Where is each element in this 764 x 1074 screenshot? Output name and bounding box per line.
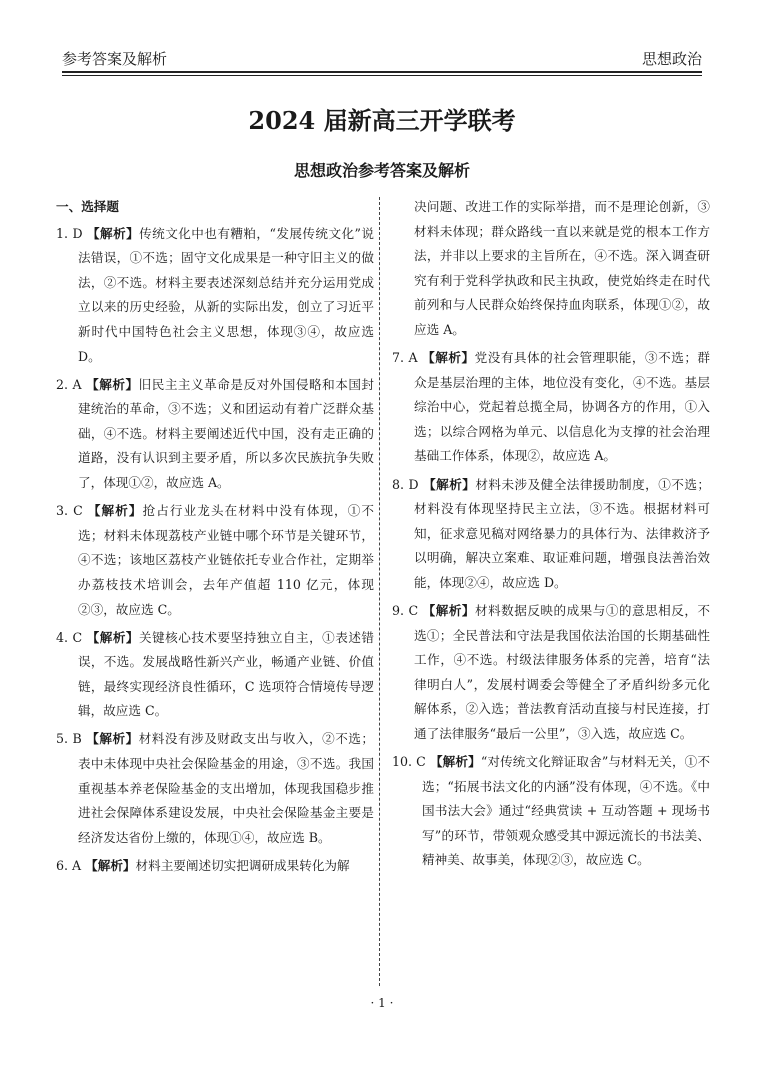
analysis-text: 抢占行业龙头在材料中没有体现，①不选；材料未体现荔枝产业链中哪个环节是关键环节，④不选；该地区荔枝产业链依托专业合作社，定期举办荔枝技术培训会，去年产值超 110 亿元，体现②③，故应选 C。 <box>78 503 375 617</box>
answer-item <box>56 727 374 850</box>
question-number: 8. D <box>392 476 419 492</box>
header-doc-type: 参考答案及解析 <box>62 50 168 68</box>
analysis-tag: 【解析】 <box>86 731 139 747</box>
analysis-tag: 【解析】 <box>87 503 143 519</box>
left-column <box>56 195 374 882</box>
analysis-text: 传统文化中也有糟粕，“发展传统文化”说法错误，①不选；固守文化成果是一种守旧主义的做法，②不选。材料主要表述深刻总结并充分运用党成立以来的历史经验，从新的实际出发，创立了习近平新时代中国特色社会主义思想，体现③④，故应选 D。 <box>78 225 374 364</box>
answer-item-continued <box>392 195 710 343</box>
analysis-tag: 【解析】 <box>422 350 475 366</box>
answer-item <box>392 473 710 596</box>
analysis-tag: 【解析】 <box>86 629 139 645</box>
question-number: 7. A <box>392 350 418 366</box>
analysis-tag: 【解析】 <box>86 376 139 392</box>
question-number: 3. C <box>56 503 83 519</box>
question-number: 5. B <box>56 731 82 747</box>
answer-item <box>56 373 374 496</box>
question-number: 1. D <box>56 225 83 241</box>
analysis-text: 旧民主主义革命是反对外国侵略和本国封建统治的革命，③不选；义和团运动有着广泛群众基础，④不选。材料主要阐述近代中国，没有走正确的道路，没有认识到主要矛盾，所以多次民族抗争失败了，体现①②，故应选 A。 <box>78 376 375 491</box>
header-rule-thin <box>62 75 702 76</box>
analysis-text: 党没有具体的社会管理职能，③不选；群众是基层治理的主体，地位没有变化，④不选。基层综治中心，党起着总揽全局，协调各方的作用，①入选；以综合网格为单元、以信息化为支撑的社会治理基础工作体系，体现②，故应选 A。 <box>414 350 711 464</box>
answer-item <box>392 599 710 747</box>
column-divider <box>379 197 380 986</box>
answer-item <box>392 346 710 469</box>
analysis-text: 决问题、改进工作的实际举措，而不是理论创新，③材料未体现；群众路线一直以来就是党的根本工作方法，并非以上要求的主旨所在，④不选。深入调查研究有利于党科学执政和民主执政，使党始终走在时代前列和与人民群众始终保持血肉联系，体现①②，故应选 A。 <box>414 199 710 337</box>
analysis-tag: 【解析】 <box>423 476 476 492</box>
answer-item <box>56 626 374 724</box>
header-rule-thick <box>62 71 702 73</box>
answer-item <box>56 499 374 622</box>
analysis-text: “对传统文化辩证取舍”与材料无关，①不选；“拓展书法文化的内涵”没有体现，④不选。《中国书法大会》通过“经典赏读 + 互动答题 + 现场书写”的环节，带领观众感受其中源远流长的书法美、精神美、故事美，体现②③，故应选 C。 <box>422 754 710 868</box>
page-title: 2024 届新高三开学联考 <box>248 106 516 135</box>
analysis-tag: 【解析】 <box>85 857 136 873</box>
analysis-text: 材料主要阐述切实把调研成果转化为解 <box>135 857 350 873</box>
page-subtitle: 思想政治参考答案及解析 <box>293 161 470 180</box>
question-number: 2. A <box>56 376 82 392</box>
analysis-tag: 【解析】 <box>422 603 475 618</box>
page-header <box>62 40 702 70</box>
answer-item <box>56 854 374 879</box>
analysis-text: 材料未涉及健全法律援助制度，①不选；材料没有体现坚持民主立法，③不选。根据材料可知，征求意见稿对网络暴力的具体行为、法律救济予以明确，解决立案难、取证难问题，增强良法善治效能，体现②④，故应选 D。 <box>414 476 711 590</box>
question-number: 6. A <box>56 857 82 873</box>
right-column <box>392 195 710 877</box>
header-subject: 思想政治 <box>641 50 702 68</box>
page-number: · 1 · <box>370 996 394 1010</box>
question-number: 10. C <box>392 754 426 770</box>
analysis-tag: 【解析】 <box>87 225 140 241</box>
question-number: 4. C <box>56 629 83 645</box>
answer-item <box>392 750 710 873</box>
analysis-text: 材料没有涉及财政支出与收入，②不选；表中未体现中央社会保险基金的用途，③不选。我国重视基本养老保险基金的支出增加，体现我国稳步推进社会保障体系建设发展，中央社会保险基金主要是经济发达省份上缴的，体现①④，故应选 B。 <box>78 731 374 845</box>
section-title: 一、选择题 <box>56 199 119 214</box>
analysis-tag: 【解析】 <box>429 754 481 770</box>
analysis-text: 材料数据反映的成果与①的意思相反，不选①；全民普法和守法是我国依法治国的长期基础性工作，④不选。村级法律服务体系的完善，培育“法律明白人”，发展村调委会等健全了矛盾纠纷多元化解体系，②入选；普法教育活动直接与村民连接，打通了法律服务“最后一公里”，③入选，故应选 C。 <box>414 603 711 741</box>
question-number: 9. C <box>392 603 419 618</box>
answer-item <box>56 222 374 370</box>
analysis-text: 关键核心技术要坚持独立自主，①表述错误，不选。发展战略性新兴产业，畅通产业链、价值链，最终实现经济良性循环，C 选项符合情境传导逻辑，故应选 C。 <box>78 629 375 719</box>
